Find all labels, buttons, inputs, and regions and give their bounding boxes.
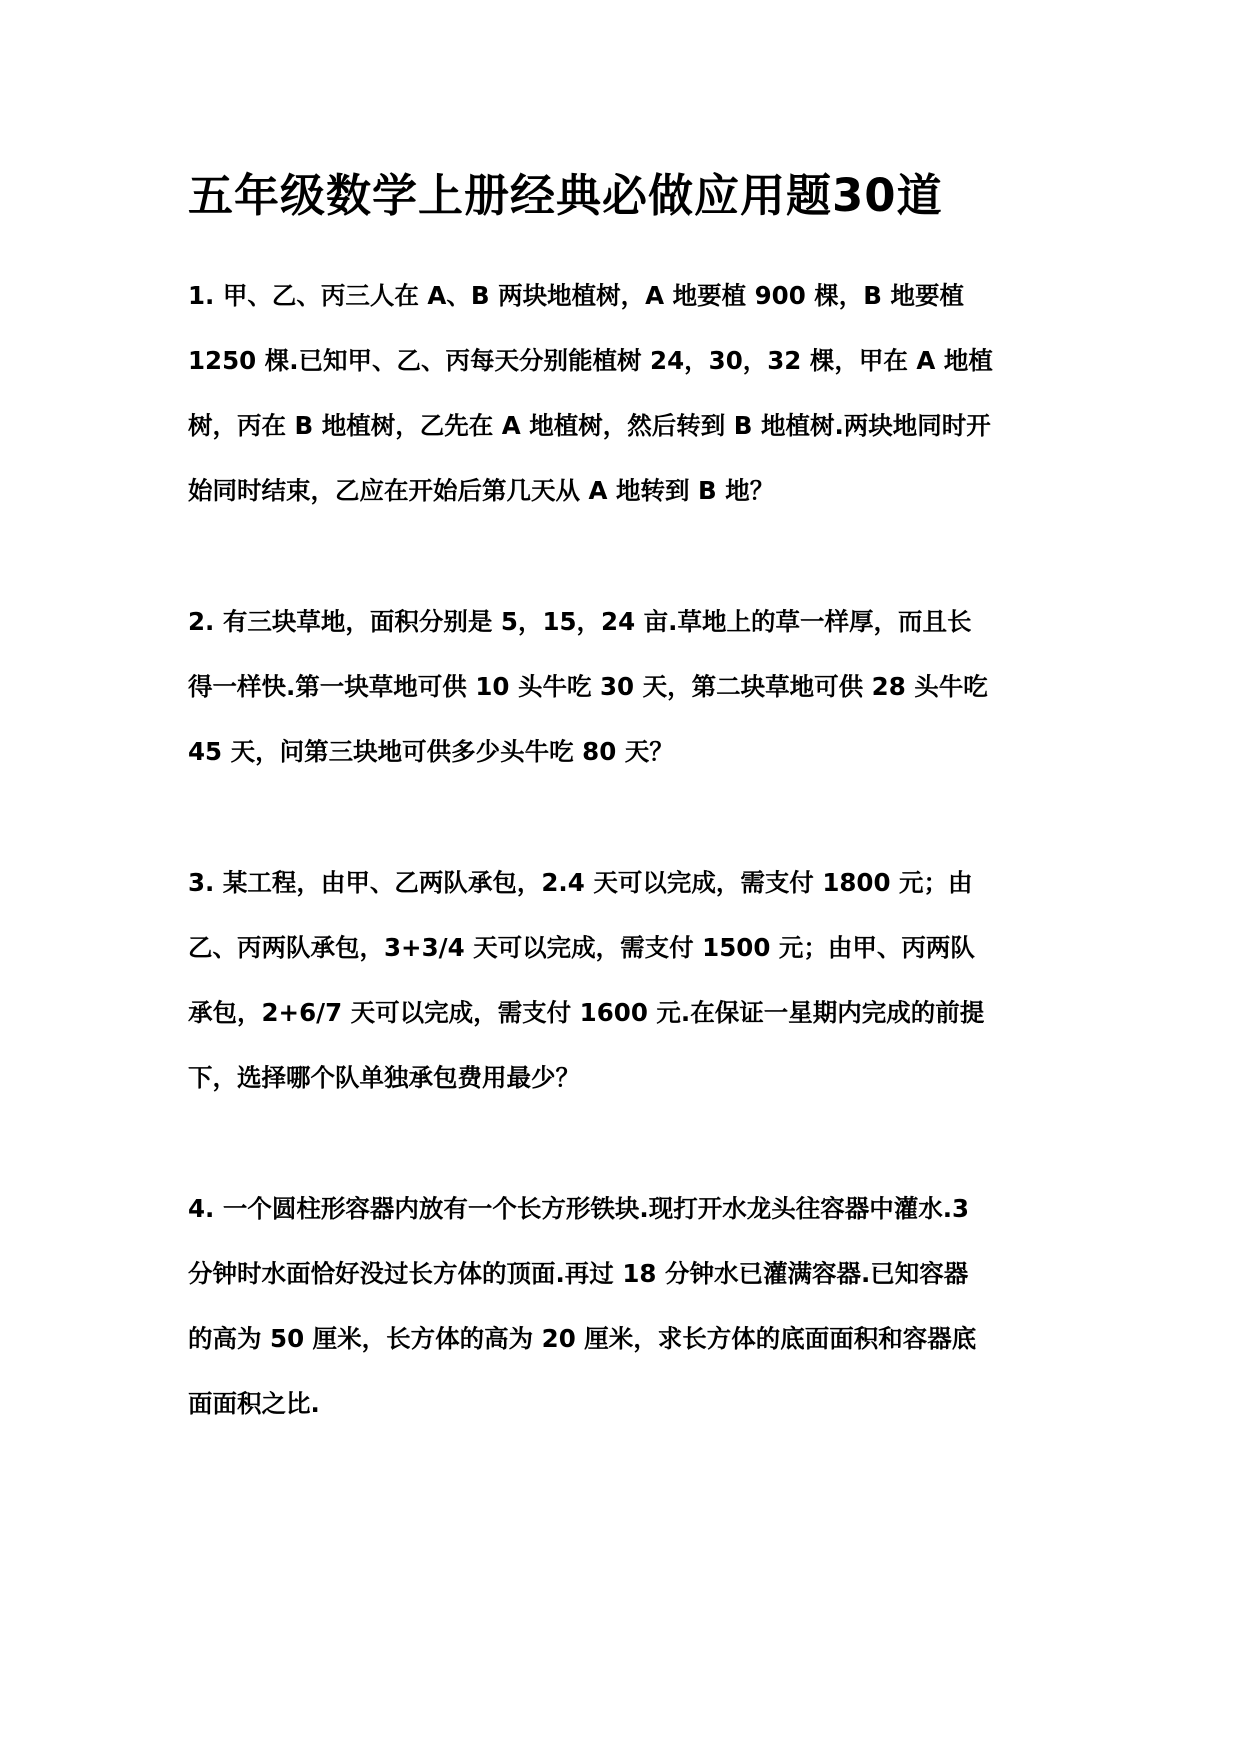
- problem-4: [188, 1176, 1068, 1436]
- problem-line: 树，丙在 B 地植树，乙先在 A 地植树，然后转到 B 地植树.两块地同时开: [188, 411, 991, 440]
- problem-line: 始同时结束，乙应在开始后第几天从 A 地转到 B 地？: [188, 476, 775, 505]
- problem-line: 1. 甲、乙、丙三人在 A、B 两块地植树，A 地要植 900 棵，B 地要植: [188, 281, 964, 310]
- page-title: 五年级数学上册经典必做应用题30道: [188, 169, 943, 222]
- problem-line: 的高为 50 厘米，长方体的高为 20 厘米，求长方体的底面面积和容器底: [188, 1324, 977, 1353]
- problem-1: [188, 263, 1068, 523]
- problem-line: 4. 一个圆柱形容器内放有一个长方形铁块.现打开水龙头往容器中灌水.3: [188, 1194, 970, 1223]
- problem-line: 45 天，问第三块地可供多少头牛吃 80 天？: [188, 737, 674, 766]
- problem-3: [188, 850, 1068, 1110]
- problem-line: 下，选择哪个队单独承包费用最少？: [188, 1063, 580, 1092]
- problem-2: [188, 589, 1068, 784]
- problem-line: 3. 某工程，由甲、乙两队承包，2.4 天可以完成，需支付 1800 元；由: [188, 868, 973, 897]
- problem-line: 分钟时水面恰好没过长方体的顶面.再过 18 分钟水已灌满容器.已知容器: [188, 1259, 969, 1288]
- problem-line: 1250 棵.已知甲、乙、丙每天分别能植树 24，30，32 棵，甲在 A 地植: [188, 346, 993, 375]
- problem-line: 2. 有三块草地，面积分别是 5，15，24 亩.草地上的草一样厚，而且长: [188, 607, 972, 636]
- problem-line: 乙、丙两队承包，3+3/4 天可以完成，需支付 1500 元；由甲、丙两队: [188, 933, 975, 962]
- problem-line: 承包，2+6/7 天可以完成，需支付 1600 元.在保证一星期内完成的前提: [188, 998, 985, 1027]
- problem-line: 得一样快.第一块草地可供 10 头牛吃 30 天，第二块草地可供 28 头牛吃: [188, 672, 988, 701]
- problem-line: 面面积之比.: [188, 1389, 320, 1418]
